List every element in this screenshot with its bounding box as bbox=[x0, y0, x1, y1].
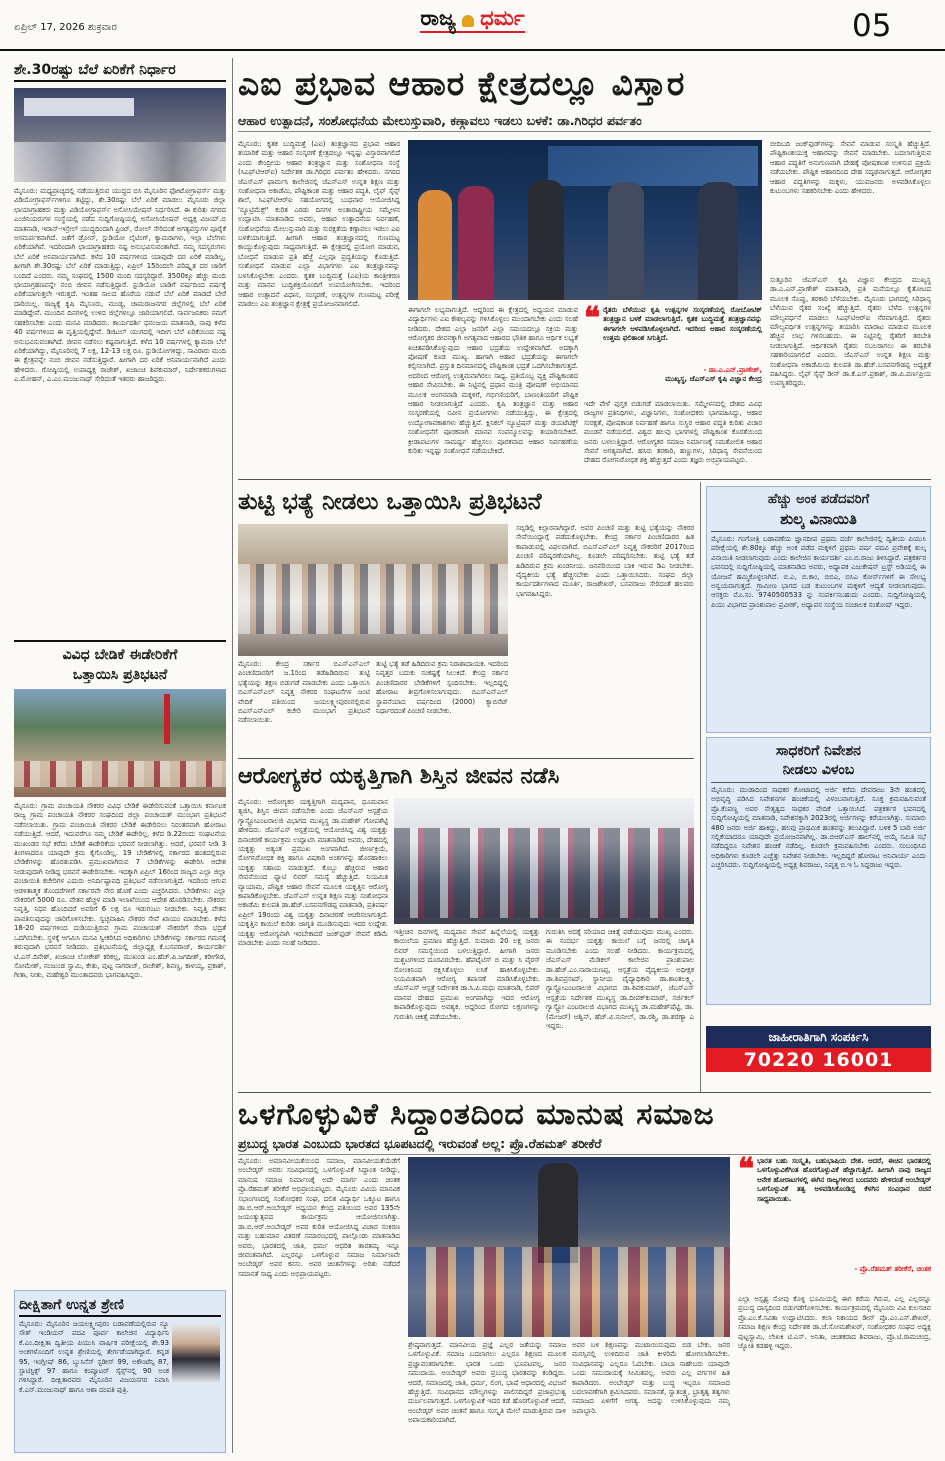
lead-quote-box bbox=[584, 301, 762, 396]
masthead-date: ಏಪ್ರಿಲ್ 17, 2026 ಶುಕ್ರವಾರ bbox=[14, 22, 117, 33]
society-col-mid: ಶ್ರೇಷ್ಠವಾಗುತ್ತದೆ. ಮಾನವೀಯ ಪ್ರಜ್ಞೆ ಎಲ್ಲರ ಜತೆಯನ್ನು ಸಮಾಜ ಒಳಗೊಳ್ಳುವಿಕೆ. ಸಮಾಜ ಬದಲಾಗಲು ಎಲ್ಲರೂ ಶಿಕ್ಷಣದ ಮೂಲಕ ಪ್ರಜ್ಞಾವಂತರಾಗಬೇಕು. ಭಾರತ ಒಂದು ಭೂಪಟವಲ್ಲ, ಜನರ ಸಮುದಾಯ. ಅಂಬೇಡ್ಕರ್ ಅವರು ಪ್ರಬುದ್ಧ ಭಾರತವನ್ನು ಕಂಡಿದ್ದರು. ಆದರೆ, ಸಮಾಜದಲ್ಲಿ ಜಾತಿ, ಧರ್ಮ, ಲಿಂಗ, ಭಾಷೆ ಆಧಾರದಲ್ಲಿ ವಿಭಜನೆ ಹೆಚ್ಚುತ್ತಿದೆ. ಸಂವಿಧಾನದ ಮೌಲ್ಯಗಳನ್ನು ಪಾಲಿಸದಿದ್ದರೆ ಪ್ರಜಾಪ್ರಭುತ್ವ ದುರ್ಬಲವಾಗುತ್ತದೆ. ಒಳಗೊಳ್ಳುವಿಕೆ ಇದರ ಕಡೆ ಹೊರಗೊಳ್ಳುವಿಕೆ ಆದರೆ, ಅಂಬೇಡ್ಕರ್ ಅವರ ಚಿಂತನೆ ಹಾಗೂ ಸಂಸ್ಕೃತಿ ಮೇಲೆ ಮಾಡುತ್ತಿರುವ ದಾಳಿ ಅಪಾಯಕಾರಿಯಾಗಿದೆ. bbox=[408, 1341, 566, 1425]
left-story-2 bbox=[14, 640, 226, 1283]
lead-subheadline: ಆಹಾರ ಉತ್ಪಾದನೆ, ಸಂಶೋಧನೆಯ ಮೇಲುಸ್ತುವಾರಿ, ಕಣ್ಗಾವಲು ಇಡಲು ಬಳಕೆ: ಡಾ.ಗಿರಿಧರ ಪರ್ವತಂ bbox=[238, 112, 931, 132]
health-col-mid: ಇತ್ತೀಚಿನ ದಿನಗಳಲ್ಲಿ ಮದ್ಯಪಾನ ಸೇವನೆ ಹಿನ್ನೆಲೆಯಲ್ಲಿ ಯಕೃತ್ತು ಕಾಯಿಲೆಯ ಪ್ರಮಾಣ ಹೆಚ್ಚುತ್ತಿದೆ. ಸುಮಾರು 20 ಲಕ್ಷ ಜನರು ಲಿವರ್ ಸಮಸ್ಯೆಯಿಂದ ಬಳಲುತ್ತಿದ್ದಾರೆ. ಹೀಗಾಗಿ ಜನರು ದುಶ್ಚಟಗಳಿಂದ ದೂರವಿರಬೇಕು. ಹೆಪಟೈಟಿಸ್ ಬಿ ಮತ್ತು ಸಿ ವೈರಸ್ ಸೋಂಕಿನಿಂದ ರಕ್ಷಿಸಿಕೊಳ್ಳಲು ಲಸಿಕೆ ಹಾಕಿಸಿಕೊಳ್ಳಬೇಕು. ನಿಯಮಿತವಾಗಿ ಆರೋಗ್ಯ ತಪಾಸಣೆ ಮಾಡಿಸಿಕೊಳ್ಳಬೇಕು. ಜೆಎಸ್‌ಎಸ್ ಆಸ್ಪತ್ರೆ ನಿರ್ದೇಶಕ ಡಾ.ಸಿ.ಪಿ.ಮಧು ಮಾತನಾಡಿ, ಲಿವರ್ ಮಾನವ ದೇಹದ ಪ್ರಮುಖ ಅಂಗವಾಗಿದ್ದು ಇದರ ಆರೋಗ್ಯ ಕಾಪಾಡಿಕೊಳ್ಳುವುದು ಅವಶ್ಯಕ. ಆದ್ದರಿಂದ ರೋಗದ ಲಕ್ಷಣಗಳನ್ನು ಗುರುತಿಸಿ ಚಿಕಿತ್ಸೆ ಪಡೆಯಬೇಕು. bbox=[394, 928, 540, 1021]
health-photo bbox=[394, 798, 694, 924]
society-quote-box bbox=[738, 1152, 931, 1291]
society-col-mid2: ಅವರ ಬಳಿ ಶಿಕ್ಷಣವನ್ನು ಮುಟಾಯಿಸುವುದು ಬಿಡ ಬೇಕು. ಜನರ ಮನಸ್ಸಿನಲ್ಲಿ ಉಳಿದಿರುವ ಜಾತಿ ಕೀಳರಿಮೆ ಹೋಗಲಾಡಿಸಬೇಕು. ಸಂವಿಧಾನವನ್ನು ಎಲ್ಲರೂ ಓದಬೇಕು. ಬಾಬಾ ಸಾಹೇಬರು ಯಾವುದೇ ಒಂದು ಸಮುದಾಯಕ್ಕೆ ಸೀಮಿತವಲ್ಲ. ಅವರು ಎಲ್ಲ ವರ್ಗಗಳ ಹಿತ ಕಾಪಾಡಿದರು. ಅಂಬೇಡ್ಕರ್ ಮತ್ತು ಬುದ್ಧ ಇಬ್ಬರೂ ಸಮಾಜದ ಬದಲಾವಣೆಗಾಗಿ ಶ್ರಮಿಸಿದವರು. ಸಮಾನತೆ, ಸ್ವಾತಂತ್ರ್ಯ, ಭ್ರಾತೃತ್ವ ತತ್ವಗಳು ಸಮಾಜದ ಏಳಿಗೆಗೆ ಅಗತ್ಯ. ಅದನ್ನು ಉಳಿಸಿಕೊಳ್ಳುವುದು ನಮ್ಮ ಜವಾಬ್ದಾರಿ. bbox=[572, 1341, 730, 1415]
fee-headline-line2: ಶುಲ್ಕ ವಿನಾಯಿತಿ bbox=[780, 510, 857, 528]
lead-col3-top: ಬೀದಿಬದಿ ಜಂಕ್‌ಫುಡ್‌ಗಳನ್ನು ಸೇವನೆ ಮಾಡುವ ಸಂಸ್ಕೃತಿ ಹೆಚ್ಚುತ್ತಿದೆ. ಪೌಷ್ಟಿಕಾಂಶಯುಕ್ತ ಆಹಾರವನ್ನು ಸೇವನೆ ಮಾಡಬೇಕು. ಬದಲಾಗುತ್ತಿರುವ ಆಹಾರ ಪದ್ಧತಿಗೆ ಅನುಗುಣವಾಗಿ ದೇಹಕ್ಕೆ ಪೋಷಕಾಂಶ ಉಳಿಸುವ ಪ್ರಕ್ರಿಯೆ ನಡೆಯಬೇಕು. ಪೌಷ್ಟಿಕ ಆಹಾರದಿಂದ ದೇಹ ಸದೃಢವಾಗುತ್ತದೆ. ಆರೋಗ್ಯಕರ ಆಹಾರ ಪದ್ಧತಿಗಳನ್ನು ಮಕ್ಕಳು, ಯುವಜನರು ಅಳವಡಿಸಿಕೊಳ್ಳಲು ಕುಟುಂಬಗಳು ಸಹಕರಿಸಬೇಕು ಎಂದು ಹೇಳಿದರು. bbox=[770, 140, 931, 196]
protest-story bbox=[238, 482, 694, 756]
protest-photo bbox=[238, 524, 508, 656]
lead-photo bbox=[408, 140, 762, 300]
left-story-3-portrait bbox=[172, 1323, 220, 1383]
left-story-2-headline-line1: ವಿವಿಧ ಬೇಡಿಕೆ ಈಡೇರಿಕೆಗೆ bbox=[62, 647, 178, 663]
logo-left: ರಾಜ್ಯ bbox=[420, 6, 456, 30]
lead-quote-author: - ಡಾ.ಎ.ಎನ್.ಪ್ರಾಣೇಶ್, bbox=[703, 366, 762, 374]
lead-col-mid-under: ಇದೇ ವೇಳೆ ಪುಸ್ತಕ ಬಿಡುಗಡೆ ಮಾಡಲಾಯಿತು. ಸಮ್ಮೇಳನದಲ್ಲಿ ದೇಶದ ವಿವಿಧ ರಾಜ್ಯಗಳ ಪ್ರತಿನಿಧಿಗಳು, ವಿಜ್ಞಾನಿಗಳು, ಸಂಶೋಧಕರು ಭಾಗವಹಿಸಿದ್ದು, ಆಹಾರ ಸುರಕ್ಷತೆ, ಪೋಷಕಾಂಶ ನಿರ್ವಹಣೆ ಹಾಗೂ ಸುಸ್ಥಿರ ಆಹಾರ ಪದ್ಧತಿ ಕುರಿತು ವಿಚಾರ ಮಂಡನೆ ನಡೆಯಲಿದೆ. ವಿಶ್ವದ ಹಲವು ಭಾಗಗಳಲ್ಲಿ ಪೌಷ್ಟಿಕಾಂಶ ಕೊರತೆಯಿಂದ ಜನರು ಬಳಲುತ್ತಿದ್ದಾರೆ. ಆರೋಗ್ಯಕರ ಸಮಾಜ ನಿರ್ಮಾಣಕ್ಕೆ ಸಮತೋಲಿತ ಆಹಾರ ಸೇವನೆ ಅಗತ್ಯವಾಗಿದೆ. ಹಸಿರು ತರಕಾರಿ, ಹಣ್ಣುಗಳು, ಸಿರಿಧಾನ್ಯ ಸೇವನೆಯಿಂದ ದೇಹದ ರೋಗನಿರೋಧಕ ಶಕ್ತಿ ಹೆಚ್ಚುತ್ತದೆ ಎಂದು ತಜ್ಞರು ಅಭಿಪ್ರಾಯಪಟ್ಟರು. bbox=[584, 400, 762, 465]
society-col-left: ಮೈಸೂರು: ಅಮಾನವೀಯತೆಯಿಂದ ಸಮಾಜ, ಮಾನವೀಯತೆಯೆಡೆಗೆ ಅಂಬೇಡ್ಕರ್ ಅವರು ಸಂವಿಧಾನದಲ್ಲಿ ಒಳಗೊಳ್ಳುವಿಕೆ ಸಿದ್ಧಾಂತ ನೀಡಿದ್ದು, ಮಾನುಷ ಸಮಾಜ ನಿರ್ಮಾಣಕ್ಕೆ ಅದೇ ಮಾರ್ಗ ಎಂದು ಚಿಂತಕ ಪ್ರೊ.ರೆಹಮತ್ ತರೀಕೆರೆ ಅಭಿಪ್ರಾಯಪಟ್ಟರು. ಮೈಸೂರು ವಿವಿಯ ಮಾನವಿಕ ಸಭಾಂಗಣದಲ್ಲಿ ಸಂಶೋಧಕರ ಸಂಘ, ದಲಿತ ವಿದ್ಯಾರ್ಥಿ ಒಕ್ಕೂಟ ಹಾಗೂ ಡಾ.ಬಿ.ಆರ್.ಅಂಬೇಡ್ಕರ್ ಅಧ್ಯಯನ ಕೇಂದ್ರ ವತಿಯಿಂದ ಅವರ 135ನೇ ಜಯಂತ್ಯುತ್ಸವದ ಕಾರ್ಯಕ್ರಮ ಆಯೋಜಿಸಲಾಗಿತ್ತು. ಡಾ.ಬಿ.ಆರ್.ಅಂಬೇಡ್ಕರ್ ಅವರ ಕುರಿತ ಆಯೋಜಿಸಿದ್ದ ವಿಚಾರ ಸಂಕಿರಣ ಮತ್ತು ಬಹುಮಾನ ವಿತರಣೆ ಸಮಾರಂಭದಲ್ಲಿ ಪಾಲ್ಗೊಂಡು ಮಾತನಾಡಿದ ಅವರು, ಭಾರತದಲ್ಲಿ ಜಾತಿ, ಧರ್ಮ ಆಧರಿತ ತಾರತಮ್ಯ ಇನ್ನೂ ಜೀವಂತವಾಗಿದೆ. ಎಲ್ಲರನ್ನೂ ಒಳಗೊಳ್ಳುವ ಸಮಾಜ ನಿರ್ಮಾಣವೇ ಅಂಬೇಡ್ಕರ್ ಅವರ ಕನಸು. ಅವರ ಚಿಂತನೆಗಳನ್ನು ಅರಿತು ನಡೆದರೆ ಸಮಾನತೆ ಸಾಧ್ಯ ಎಂದು ಅಭಿಪ್ರಾಯಪಟ್ಟರು. bbox=[238, 1157, 400, 1278]
page-number: 05 bbox=[852, 8, 892, 44]
quote-icon: ❝ bbox=[584, 301, 601, 336]
site-body: ಮೈಸೂರು: ಮುಡಾದಿಂದ ಸಾಧಕರ ಕೋಟಾದಲ್ಲಿ ಅರ್ಜಿ ಕರೆದು ದೇವರಾಜು 3ನೇ ಹಂತದಲ್ಲಿ ಅಭಿವೃದ್ಧಿ ಪಡಿಸಿದ ನಿವೇಶನಗಳ ಹಂಚಿಕೆಯಲ್ಲಿ ವಿಳಂಬವಾಗುತ್ತಿದೆ. ಸೂಕ್ತ ಕ್ರಮವಹಿಸುವಂತೆ ಪ್ರೊ.ಕೆಂಪಣ್ಣ ಅವರ ನೇತೃತ್ವದ ಸಾಧಕರ ವೇದಿಕೆ ಒತ್ತಾಯಿಸಿದೆ. ಪತ್ರಕರ್ತರ ಭವನದಲ್ಲಿ ಸುದ್ದಿಗೋಷ್ಠಿಯಲ್ಲಿ ಮಾತನಾಡಿ, ನಿವೇಶನಕ್ಕಾಗಿ 2023ರಲ್ಲಿ ಅರ್ಜಿಗಳನ್ನು ಕರೆಯಲಾಗಿತ್ತು. ಸುಮಾರು 480 ಜನರು ಅರ್ಜಿ ಹಾಕಿದ್ದು, ಹಲವು ಪ್ರಾಥಮಿಕ ಹಂತವನ್ನು ತಲುಪಿದ್ದಾರೆ. ಬಳಿಕ 5 ಬಾರಿ ಅರ್ಜಿ ಸಲ್ಲಿಕೆಯಾದರೂ ಯಾವುದೇ ಪ್ರಯೋಜನವಾಗಿಲ್ಲ. ಡಾ.ಬಿಆರ್‌ಎಸ್ ಹಾಲ್‌ನಲ್ಲಿ ಆಯ್ಕೆ ಸಮಿತಿ ಸಭೆ ನಡೆದಿದ್ದರೂ ನಿವೇಶನ ಹಂಚಿಕೆ ನಡೆದಿಲ್ಲ. ಕೂಡಲೇ ಕ್ರಮವಹಿಸಬೇಕು ಎಂದರು. ಸಂಬಂಧಿಸಿದ ಅಧಿಕಾರಿಗಳು ಕೂಡಲೇ ಎಚ್ಚೆತ್ತು ನಿವೇಶನ ನೀಡಬೇಕು. ಇಲ್ಲದಿದ್ದರೆ ಹೋರಾಟ ಅನಿವಾರ್ಯ ಎಂದು ಎಚ್ಚರಿಸಿದರು. ಸುದ್ದಿಗೋಷ್ಠಿಯಲ್ಲಿ ಅಧ್ಯಕ್ಷ ಶಿವರಾಜು, ನಿವೃತ್ತ ಬಿ.ಇ ಓ ಸಿದ್ದರಾಜು ಇದ್ದರು. bbox=[711, 786, 926, 870]
site-allotment-box bbox=[706, 737, 931, 1005]
left-story-3 bbox=[14, 1290, 226, 1453]
ad-phone: 70220 16001 bbox=[706, 1048, 931, 1072]
protest-col-under1: ಮೈಸೂರು: ಕೇಂದ್ರ ಸರ್ಕಾರ ಬಿಎಸ್‌ಎನ್‌ಎಲ್ ಪಿಂಚಣಿದಾರರಿಗೆ ಜ.1ರಿಂದ ತಡೆಹಿಡಿದಿರುವ ತುಟ್ಟಿ ಭತ್ಯೆಯನ್ನು ತಕ್ಷಣ ಬಿಡುಗಡೆ ಮಾಡಬೇಕು ಎಂದು ಒತ್ತಾಯಿಸಿ ಬಿಎಸ್‌ಎನ್‌ಎಲ್ ನಿವೃತ್ತ ನೌಕರರ ಸಂಘಟನೆಗಳ ಜಂಟಿ ವೇದಿಕೆ ವತಿಯಿಂದ ಜಯಲಕ್ಷ್ಮೀಪುರಂನಲ್ಲಿರುವ ಬಿಎಸ್‌ಎನ್‌ಎಲ್ ಕಚೇರಿ ಮುಂಭಾಗ ಪ್ರತಿಭಟನೆ ನಡೆಸಲಾಯಿತು. bbox=[238, 660, 370, 725]
society-headline: ಒಳಗೊಳ್ಳುವಿಕೆ ಸಿದ್ಧಾಂತದಿಂದ ಮಾನುಷ ಸಮಾಜ bbox=[238, 1097, 715, 1132]
left-story-1-body: ಮೈಸೂರು: ಮಧ್ಯಪ್ರಾಚ್ಯದಲ್ಲಿ ನಡೆಯುತ್ತಿರುವ ಯುದ್ಧದ ಬಿಸಿ ಮೈಸೂರಿನ ಫೋಟೋಗ್ರಾಫರ್ಸ್ ಮತ್ತು ವಿಡಿಯೋಗ್ರಾಫರ್ಸ್‌ಗಳಿಗೂ ತಟ್ಟಿದ್ದು, ಶೇ.30ರಷ್ಟು ಬೆಲೆ ಏರಿಕೆ ಮಾಡಲು ಮೈಸೂರು ಜಿಲ್ಲಾ ಛಾಯಾಗ್ರಾಹಕರು ಮತ್ತು ವಿಡಿಯೋಗ್ರಾಫರ್ಸ್ ಅಸೋಸಿಯೇಷನ್ ನಿರ್ಧರಿಸಿದೆ. ಈ ಕುರಿತು ನಗರದ ಎಂಜಿನಿಯರುಗಳ ಸಂಸ್ಥೆಯಲ್ಲಿ ನಡೆದ ಸುದ್ದಿಗೋಷ್ಠಿಯಲ್ಲಿ ಅಸೋಸಿಯೇಷನ್ ಅಧ್ಯಕ್ಷ ವಿಜಯ್.ಬಿ ಮಾತನಾಡಿ, ಇರಾನ್-ಇಸ್ರೇಲ್ ಯುದ್ಧದಿಂದಾಗಿ ಫ್ರಿಂಟ್, ರೋಲ್ ಸೇರಿದಂತೆ ಅಗತ್ಯವಸ್ತುಗಳ ಪೂರೈಕೆ ಅಸಮರ್ಪಕವಾಗಿದೆ. ಜತೆಗೆ ಡ್ರೋನ್, ಸ್ಟುಡಿಯೋ ಲೈಟಿಂಗ್, ಕ್ಯಾಮರಾಗಳು, ಇಲ್ಲಾ ಬೆಲೆಗಳು ಏರಿಕೆಯಾಗಿವೆ. ಇದರಿಂದಾಗಿ ಛಾಯಾಗ್ರಾಹಕರು ನಷ್ಟ ಅನುಭವಿಸುವಂತಾಗಿದೆ. ನಮ್ಮ ಸದಸ್ಯರುಗಳು ಬೆಲೆ ಏರಿಕೆ ಅನಿವಾರ್ಯವಾಗಿದೆ. ಕಳೆದ 10 ವರ್ಷಗಳಿಂದ ಯಾವುದೇ ದರ ಏರಿಕೆ ಮಾಡಿಲ್ಲ, ಹೀಗಾಗಿ ಶೇ.30ರಷ್ಟು ಬೆಲೆ ಏರಿಕೆ ಮಾಡುತ್ತಿದ್ದು, ಏಪ್ರಿಲ್ 15ರಿಂದಲೇ ಪರಿಷ್ಕೃತ ದರ ಜಾರಿಗೆ ಬಂದಿದೆ ಎಂದರು. ನಮ್ಮ ಸಂಘದಲ್ಲಿ 1500 ಮಂದಿ ಸದಸ್ಯರಿದ್ದಾರೆ. 3500ಕ್ಕೂ ಹೆಚ್ಚು ಮಂದಿ ಛಾಯಾಗ್ರಹಣವನ್ನೇ ನಂಬಿ ಜೀವನ ನಡೆಸುತ್ತಿದ್ದಾರೆ. ಸ್ಟುಡಿಯೋ ಬಾಡಿಗೆ ವರ್ಷದಿಂದ ವರ್ಷಕ್ಕೆ ಏರಿಕೆಯಾಗುತ್ತಲೇ ಇರುತ್ತದೆ. ಇಂತಹ ಸಾಲದ ಹೊರೆಯ ನಡುವೆ ಬೆಲೆ ಏರಿಕೆ ಮಾಡದೆ ಬೇರೆ ದಾರಿಯಿಲ್ಲ. ರಾಜ್ಯಕ್ಕೆ ಕೃಷಿ ಮೈಸೂರು, ಮಂಡ್ಯ, ಚಾಮರಾಜನಗರ ಜಿಲ್ಲೆಗಳಲ್ಲಿ ಬೆಲೆ ಏರಿಕೆ ಮಾಡಿದ್ದೇವೆ. ಮುಂದಿನ ದಿನಗಳಲ್ಲಿ ಉಳಿದ ಜಿಲ್ಲೆಗಳಲ್ಲೂ ಜಾರಿಯಾಗಲಿದೆ. ಸಾರ್ವಜನಿಕರು ನಮಗೆ ಸಹಕರಿಸಬೇಕು ಎಂದು ಮನವಿ ಮಾಡಿದರು. ಕಾರ್ಯದರ್ಶಿ ಧನಂಜಯ ಮಾತನಾಡಿ, ನಾವು ಕಳೆದ 40 ವರ್ಷಗಳಿಂದ ಈ ವೃತ್ತಿಯಲ್ಲಿದ್ದೇವೆ. ಡಿಜಿಟಲ್ ಯುಗದಲ್ಲಿ ಇದೀಗ ಬೆಲೆ ಏರಿಕೆಯಿಂದ ನಷ್ಟ ಅನುಭವಿಸುವಂತಾಗಿದೆ. ಜೀವನ ನಡೆಸಲು ಕಷ್ಟವಾಗುತ್ತಿದೆ. ಕಳೆದ 10 ವರ್ಷಗಳಲ್ಲಿ ಕ್ಯಾಮರಾ ಬೆಲೆ ಏರಿಕೆಯಾಗಿದ್ದು, ಮೈಸೂರಿನಲ್ಲಿ 7 ಲಕ್ಷ, 12-13 ಲಕ್ಷ ರೂ. ಸ್ಟುಡಿಯೋಗಳಿದ್ದು, ಸಾವಿರಾರು ಮಂದಿ ಈ ಕ್ಷೇತ್ರವನ್ನೇ ನಂಬಿ ಜೀವನ ನಡೆಸುತ್ತಿದ್ದಾರೆ. ಹೀಗಾಗಿ ದರ ಏರಿಕೆ ಅನಿವಾರ್ಯವಾಗಿದೆ ಎಂದು ಹೇಳಿದರು. ಗೋಷ್ಠಿಯಲ್ಲಿ ಉಪಾಧ್ಯಕ್ಷ ರಾಜೇಶ್, ಖಜಾಂಚಿ ಶಿವಕುಮಾರ್, ನಿರ್ದೇಶಕರುಗಳಾದ ಎ.ಮೋಹನ್, ಎ.ಎಂ.ಮಂಜುನಾಥ್ ಸೇರಿದಂತೆ ಇತರರು ಹಾಜರಿದ್ದರು. bbox=[14, 187, 226, 384]
left-story-1-photo bbox=[14, 88, 226, 182]
lead-headline: ಎಐ ಪ್ರಭಾವ ಆಹಾರ ಕ್ಷೇತ್ರದಲ್ಲೂ ವಿಸ್ತಾರ bbox=[238, 64, 686, 103]
ad-label: ಜಾಹೀರಾತಿಗಾಗಿ ಸಂಪರ್ಕಿಸಿ bbox=[706, 1026, 931, 1048]
lead-col2: ಈಗಾಗಲೇ ಲಭ್ಯವಾಗುತ್ತಿದೆ. ಆದ್ದರಿಂದ ಈ ಕ್ಷೇತ್ರದಲ್ಲಿ ಅಧ್ಯಯನ ಮಾಡುವ ವಿದ್ಯಾರ್ಥಿಗಳು ಎಐ ಕೌಶಲ್ಯವನ್ನು ಗಳಿಸಿಕೊಳ್ಳಲು ಮುಂದಾಗಬೇಕು ಎಂದು ಸಲಹೆ ನೀಡಿದರು. ದೇಶದ ಎಲ್ಲಾ ಜನರಿಗೆ ಎಲ್ಲಾ ಸಮಯದಲ್ಲೂ ಸಕ್ರಿಯ ಮತ್ತು ಆರೋಗ್ಯಕರ ಜೀವನಕ್ಕಾಗಿ ಅಗತ್ಯವಾದ ಆಹಾರದ ಭೌತಿಕ ಹಾಗೂ ಆರ್ಥಿಕ ಲಭ್ಯತೆ ಖಚಿತಪಡಿಸಿಕೊಳ್ಳುವುದು ಆಹಾರ ಭದ್ರತೆಯ ಉದ್ದೇಶವಾಗಿದೆ. ಅದಕ್ಕಾಗಿ ಪೋಷಣೆ ಕೂಡ ಮುಖ್ಯ. ಹಾಗಾಗಿ ಆಹಾರ ಭದ್ರತೆಯನ್ನು ಈಗಾಗಲೇ ಕಲ್ಪಿಸಲಾಗಿದೆ. ಪ್ರಸ್ತುತ ದಿನಮಾನದಲ್ಲಿ ಪೌಷ್ಟಿಕಾಂಶ ಭದ್ರತೆ ಒದಗಿಸಬೇಕಾಗುತ್ತದೆ. ಅದರಿಂದ ಆರೋಗ್ಯ ಉತ್ತಮವಾಗಿರಲು ಸಾಧ್ಯ. ಪ್ರತಿಯೊಬ್ಬ ವ್ಯಕ್ತಿ ಪೌಷ್ಟಿಕಾಂಶದ ಆಹಾರ ಸೇವಿಸಬೇಕು. ಈ ನಿಟ್ಟಿನಲ್ಲಿ ಪ್ರಧಾನ ಮಂತ್ರಿ ಪೋಷಣ್ ಅಭಿಯಾನದ ಮೂಲಕ ಅಂಗನವಾಡಿ ಮಕ್ಕಳಿಗೆ, ಗರ್ಭಿಣಿಯರಿಗೆ, ಬಾಣಂತಿಯರಿಗೆ ಪೌಷ್ಟಿಕ ಆಹಾರ ನೀಡಲಾಗುತ್ತಿದೆ ಎಂದರು. ಕೃಷಿ ತಂತ್ರಜ್ಞಾನ ಮತ್ತು ಆಹಾರ ಸಂಸ್ಕರಣೆಯಲ್ಲಿ ನವೀನ ಪ್ರಯೋಗಗಳು ನಡೆಯುತ್ತಿದ್ದು, ಈ ಕ್ಷೇತ್ರದಲ್ಲಿ ಉದ್ಯೋಗಾವಕಾಶಗಳು ಹೆಚ್ಚುತ್ತಿವೆ. ಕ್ಲಿನಿಕಲ್ ನ್ಯೂಟ್ರಿಷನ್ ಮತ್ತು ಡಯಟೆಟಿಕ್ಸ್ ಸಂಶೋಧನೆಗೆ ಪೂರಕವಾಗಿ ಮಾನವ ಸಂಪನ್ಮೂಲವನ್ನು ತಯಾರಿಸಬೇಕಿದೆ. ಕ್ರೀಡಾಪಟುಗಳ ಸಾಮರ್ಥ್ಯ ಹೆಚ್ಚಿಸಲು ಪೂರಕವಾದ ಆಹಾರ ನಿರ್ವಹಣೆಯ ಕುರಿತು ಇನ್ನಷ್ಟು ಸಂಶೋಧನೆ ನಡೆಯಬೇಕಿದೆ. bbox=[408, 306, 578, 456]
lead-col3-bottom: ಸುತ್ತೂರಿನ ಜೆಎಸ್‌ಎಸ್ ಕೃಷಿ ವಿಜ್ಞಾನ ಕೇಂದ್ರದ ಮುಖ್ಯಸ್ಥ ಡಾ.ಎ.ಎನ್.ಪ್ರಾಣೇಶ್ ಮಾತನಾಡಿ, ಪ್ರತಿ ಮನೆಯಲ್ಲೂ ಕೈತೋಟದ ಮೂಲಕ ಸೊಪ್ಪು, ತರಕಾರಿ ಬೆಳೆಯಬೇಕು. ಮೈಸೂರು ಭಾಗದಲ್ಲಿ ಸಿರಿಧಾನ್ಯ ಬೆಳೆಯುವ ರೈತರ ಸಂಖ್ಯೆ ಹೆಚ್ಚುತ್ತಿದೆ. ರೈತರು ಬೆಳೆದ ಉತ್ಪನ್ನಗಳ ಮೌಲ್ಯವರ್ಧನೆ ಮಾಡಲು ಸಿಎಫ್‌ಟಿಆರ್‌ಐ ನೆರವಾಗುತ್ತಿದೆ. ರೈತರು ಮೌಲ್ಯವರ್ಧಿತ ಉತ್ಪನ್ನಗಳನ್ನು ತಯಾರಿಸಿ ಮಾರಾಟ ಮಾಡುವ ಮೂಲಕ ಹೆಚ್ಚಿನ ಲಾಭ ಗಳಿಸಬಹುದು. ಈ ನಿಟ್ಟಿನಲ್ಲಿ ರೈತರಿಗೆ ತರಬೇತಿ ನೀಡಲಾಗುತ್ತಿದೆ. ಆರ್ಥಿಕವಾಗಿ ರೈತರು ಸಬಲರಾಗಲು ಈ ತರಬೇತಿ ಸಹಕಾರಿಯಾಗಲಿದೆ ಎಂದರು. ಜೆಎಸ್‌ಎಸ್ ಉನ್ನತ ಶಿಕ್ಷಣ ಮತ್ತು ಸಂಶೋಧನಾ ಅಕಾಡೆಮಿಯ ಕುಲಪತಿ ಡಾ.ಹೆಚ್.ಬಸವನಗೌಡಪ್ಪ ಅಧ್ಯಕ್ಷತೆ ವಹಿಸಿದ್ದರು. ಲೈಫ್ ಸೈನ್ಸ್ ಡೀನ್ ಡಾ.ಕೆ.ಎಸ್.ಪ್ರಕಾಶ್, ಡಾ.ಪಿ.ವರ್ಣಪ್ರಿಯ ಉಪಸ್ಥಿತರಿದ್ದರು. bbox=[770, 276, 931, 388]
protest-headline: ತುಟ್ಟಿ ಭತ್ಯೆ ನೀಡಲು ಒತ್ತಾಯಿಸಿ ಪ್ರತಿಭಟನೆ bbox=[238, 489, 542, 515]
protest-col-right: ಸಬ್ಸಿಡಿಲ್ಲಿ ಕಿಲ್ಲಾರನಾಗಿದ್ದಾರೆ. ಅವರ ಪಿಂಚಣಿ ಮತ್ತು ತುಟ್ಟಿ ಭತ್ಯೆಯನ್ನು ನೌಕರರ ಸೇವೆಯಿಂದ್ದಾಗ್ಗೆ ಪಡೆದುಕೊಳ್ಳಬೇಕು. ಕೇಂದ್ರ ಸರ್ಕಾರ ಪಿಂಚಣಿದಾರರ ಹಿತ ಕಾಪಾಡುವಲ್ಲಿ ವಿಫಲವಾಗಿದೆ. ಬಿಎಸ್‌ಎನ್‌ಎಲ್ ನಿವೃತ್ತ ನೌಕರರಿಗೆ 2017ರಿಂದ ಪಿಂಚಣಿ ಪರಿಷ್ಕರಣೆಯಾಗಿಲ್ಲ. ಕೂಡಲೇ ಪರಿಷ್ಕರಿಸಬೇಕು. ತುಟ್ಟಿ ಭತ್ಯೆ ತಡೆ ಹಿಡಿದಿರುವ ಕ್ರಮ ಖಂಡನೀಯ. ಜನವರಿಯಿಂದ ಬಾಕಿ ಇರುವ ಡಿಎ ನೀಡಬೇಕು. ವೈದ್ಯಕೀಯ ಭತ್ಯೆ ಹೆಚ್ಚಿಸಬೇಕು ಎಂದು ಒತ್ತಾಯಿಸಿದರು. ಸಂಘದ ಜಿಲ್ಲಾ ಕಾರ್ಯದರ್ಶಿಗಳಾದ ಮೂರ್ತಿ, ರಾಜಶೇಖರ್, ಬಸವರಾಜು ಸೇರಿದಂತೆ ಹಲವರು ಭಾಗವಹಿಸಿದ್ದರು. bbox=[516, 524, 694, 598]
fee-waiver-box bbox=[706, 486, 931, 733]
health-headline: ಆರೋಗ್ಯಕರ ಯಕೃತ್ತಿಗಾಗಿ ಶಿಸ್ತಿನ ಜೀವನ ನಡೆಸಿ bbox=[238, 764, 560, 789]
masthead-logo bbox=[385, 6, 560, 42]
lead-quote: ರೈತರು ಬೆಳೆಯುವ ಕೃಷಿ ಉತ್ಪನ್ನಗಳ ಸಂಸ್ಕರಣೆಯಲ್ಲಿ ರೋಬೋಟಿಕ್ ತಂತ್ರಜ್ಞಾನ ಬಳಕೆ ಮಾಡಲಾಗುತ್ತಿದೆ. ಕೃತಕ ಬುದ್ಧಿಮತ್ತೆ ತಂತ್ರಜ್ಞಾನವನ್ನು ಈಗಾಗಲೇ ಅಳವಡಿಸಿಕೊಳ್ಳಲಾಗಿದೆ. ಇದರಿಂದ ಆಹಾರ ಸಂಸ್ಕರಣೆಯಲ್ಲಿ ಉತ್ತಮ ಫಲಿತಾಂಶ ಸಿಗುತ್ತಿದೆ. bbox=[603, 306, 762, 343]
society-story bbox=[238, 1095, 931, 1453]
society-subheadline: ಪ್ರಬುದ್ಧ ಭಾರತ ಎಂಬುದು ಭಾರತದ ಭೂಪಟದಲ್ಲಿ ಇರುವಂತೆ ಅಲ್ಲ: ಪ್ರೊ.ರೆಹಮತ್ ತರೀಕೆರೆ bbox=[238, 1135, 931, 1155]
health-col-left: ಮೈಸೂರು: ಆರೋಗ್ಯಕರ ಯಕೃತ್ತಿಗಾಗಿ ಮದ್ಯಪಾನ, ಧೂಮಪಾನ ತ್ಯಜಿಸಿ, ಶಿಸ್ತಿನ ಜೀವನ ನಡೆಸಬೇಕು ಎಂದು ಜೆಎಸ್‌ಎಸ್ ಆಸ್ಪತ್ರೆಯ ಗ್ಯಾಸ್ಟ್ರೋಎಂಟರಾಲಜಿ ವಿಭಾಗದ ಮುಖ್ಯಸ್ಥ ಡಾ.ಮಹೇಶ್ ಗೋಪಶೆಟ್ಟಿ ಹೇಳಿದರು. ಜೆಎಸ್‌ಎಸ್ ಆಸ್ಪತ್ರೆಯಲ್ಲಿ ಆಯೋಜಿಸಿದ್ದ ವಿಶ್ವ ಯಕೃತ್ತು ದಿನಾಚರಣೆ ಕಾರ್ಯಕ್ರಮ ಉದ್ಘಾಟಿಸಿ ಮಾತನಾಡಿದ ಅವರು, ದೇಹದಲ್ಲಿ ಯಕೃತ್ತು ಅತ್ಯಂತ ಪ್ರಮುಖ ಅಂಗವಾಗಿದೆ. ಜೀರ್ಣಕ್ರಿಯೆ, ರೋಗನಿರೋಧಕ ಶಕ್ತಿ ಹಾಗೂ ವಿಷಕಾರಿ ಅಂಶಗಳನ್ನು ಹೊರಹಾಕಲು ಯಕೃತ್ತು ಸಹಾಯ ಮಾಡುತ್ತದೆ. ಕೊಬ್ಬು ಹೆಚ್ಚಿರುವ ಆಹಾರ ಸೇವನೆಯಿಂದ ಫ್ಯಾಟಿ ಲಿವರ್ ಸಮಸ್ಯೆ ಹೆಚ್ಚುತ್ತಿದೆ. ನಿಯಮಿತ ವ್ಯಾಯಾಮ, ಪೌಷ್ಟಿಕ ಆಹಾರ ಸೇವನೆ ಮೂಲಕ ಯಕೃತ್ತಿನ ಆರೋಗ್ಯ ಕಾಪಾಡಿಕೊಳ್ಳಬೇಕು. ಜೆಎಸ್‌ಎಸ್ ಉನ್ನತ ಶಿಕ್ಷಣ ಮತ್ತು ಸಂಶೋಧನಾ ಅಕಾಡೆಮಿ ಕುಲಪತಿ ಡಾ.ಹೆಚ್.ಬಸವನಗೌಡಪ್ಪ ಮಾತನಾಡಿ, ಪ್ರತಿವರ್ಷ ಏಪ್ರಿಲ್ 19ರಂದು ವಿಶ್ವ ಯಕೃತ್ತು ದಿನಾಚರಣೆ ಆಚರಿಸಲಾಗುತ್ತದೆ. ಯಕೃತ್ತಿನ ಕಾಯಿಲೆ ಕುರಿತು ಜಾಗೃತಿ ಮೂಡಿಸುವುದು ಇದರ ಉದ್ದೇಶ. ಯಕೃತ್ತು ಆರೋಗ್ಯವಾಗಿ ಇರಬೇಕಾದರೆ ಜಂಕ್‌ಫುಡ್ ಸೇವನೆ ಕಡಿಮೆ ಮಾಡಬೇಕು ಎಂದು ಸಲಹೆ ನೀಡಿದರು. bbox=[238, 798, 388, 948]
left-story-3-body: ಮೈಸೂರು: ಮೈಸೂರಿನ ಜಯಲಕ್ಷ್ಮೀಪುರಂ ಬಡಾವಣೆಯಲ್ಲಿರುವ ನ್ಯೂ ಸೌತ್ ಇಂಡಿಯನ್ ಪದವಿ ಪೂರ್ವ ಕಾಲೇಜಿನ ವಿದ್ಯಾರ್ಥಿನಿ ಕೆ.ಎಂ.ದೀಕ್ಷಿತಾ ದ್ವಿತೀಯ ಪಿಯುಸಿ ವಾರ್ಷಿಕ ಪರೀಕ್ಷೆಯಲ್ಲಿ ಶೇ.93 ಅಂಕಗಳೊಂದಿಗೆ ಉನ್ನತ ಶ್ರೇಣಿಯಲ್ಲಿ ತೇರ್ಗಡೆಯಾಗಿದ್ದಾರೆ. ಕನ್ನಡ 95, ಇಂಗ್ಲೀಷ್ 86, ಬ್ಯುಸಿನೆಸ್ ಸ್ಟಡೀಸ್ 99, ಅಕೌಂಟೆನ್ಸಿ 87, ಸ್ಟಾಟಿಸ್ಟಿಕ್ಸ್ 97 ಹಾಗೂ ಕಂಪ್ಯೂಟರ್ ಸೈನ್ಸ್‌ನಲ್ಲಿ 90 ಅಂಕ ಗಳಿಸಿದ್ದಾರೆ. ದೀಕ್ಷಿತಾರವರು ಮೈಸೂರಿನ ವಿಜಯನಗರ ನಿವಾಸಿ ಕೆ.ಎಸ್.ಮಂಜುನಾಥ್ ಹಾಗೂ ಆಶಾ ದಂಪತಿ ಪುತ್ರಿ. bbox=[19, 1320, 169, 1394]
left-story-2-body: ಮೈಸೂರು: ಗ್ರಾಮ ಪಂಚಾಯತಿ ನೌಕರರ ವಿವಿಧ ಬೇಡಿಕೆ ಈಡೇರಿಸುವಂತೆ ಒತ್ತಾಯಿಸಿ ಕರ್ನಾಟಕ ರಾಜ್ಯ ಗ್ರಾಮ ಪಂಚಾಯತಿ ನೌಕರರ ಸಂಘದಿಂದ ಜಿಲ್ಲಾ ಪಂಚಾಯತ್ ಮುಂಭಾಗ ಪ್ರತಿಭಟನೆ ನಡೆಸಲಾಯಿತು. ಗ್ರಾಮ ಪಂಚಾಯಿತಿ ನೌಕರರ ಬೇಡಿಕೆ ಈಡೇರಿಸಲು ನಿರಂತರವಾಗಿ ಹೋರಾಟ ನಡೆಯುತ್ತಿದೆ. ಆದರೆ, ಇದುವರೆಗೂ ನಮ್ಮ ಬೇಡಿಕೆ ಈಡೇರಿಲ್ಲ. ಕಳೆದ ಡಿ.22ರಂದು ಸಂಘಟನೆಯ ಮುಖಂಡರ ಸಭೆ ಕರೆದು ಬೇಡಿಕೆ ಈಡೇರಿಕೆಯ ಭರವಸೆ ನೀಡಲಾಗಿತ್ತು. ಆದರೆ, ಭರವಸೆ ನೀಡಿ 3 ತಿಂಗಳಾದರೂ ಯಾವುದೇ ಕ್ರಮ ಕೈಗೊಂಡಿಲ್ಲ. 19 ಬೇಡಿಕೆಗಳಲ್ಲಿ ಸರ್ಕಾರದ ಹಂತದಲ್ಲಿರುವ ಬೇಡಿಕೆಗಳನ್ನು ಹೊರತುಪಡಿಸಿ ಪ್ರಮುಖವಾಗಿರುವ 7 ಬೇಡಿಕೆಗಳನ್ನು ಈಡೇರಿಸಿ ಆದೇಶ ನೀಡುವುದಾಗಿ ನೀಡಿದ್ದ ಭರವಸೆ ಈಡೇರಿಸಬೇಕು. ಇದಕ್ಕಾಗಿ ಏಪ್ರಿಲ್ 16ರಿಂದ ರಾಜ್ಯದ ಎಲ್ಲಾ ಜಿಲ್ಲಾ ಪಂಚಾಯಿತಿ ಕಚೇರಿಗಳ ಎದುರು ಅನಿರ್ದಿಷ್ಟಾವಧಿ ಪ್ರತಿಭಟನೆ ನಡೆಸಲಾಗುತ್ತಿದೆ. ಇದರಿಂದ ಆಗುವ ಆಡಳಿತಾತ್ಮಕ ತೊಂದರೆಗಳಿಗೆ ಸರ್ಕಾರವೇ ನೇರ ಹೊಣೆ ಎಂದು ಎಚ್ಚರಿಸಿದರು. ಬೇಡಿಕೆಗಳು: ಎಲ್ಲಾ ನೌಕರರಿಗೆ 5000 ರೂ. ವೇತನ ಹೆಚ್ಚಳ ಮಾಡಿ ಇಲಾಖೆಯಿಂದ ಆದೇಶ ಹೊರಡಿಸಬೇಕು. ನೌಕರರು ನಿವೃತ್ತಿ, ನಿಧನ ಹೊಂದಿದರೆ ಅವರಿಗೆ 6 ಲಕ್ಷ ರೂ ಇಡುಗಂಟು ನೀಡಬೇಕು. ನಿವೃತ್ತಿ ವೇತನ ಪಾವತಿಸುವುದನ್ನು ಜಾರಿಗೊಳಿಸಬೇಕು. ಸ್ವಚ್ಛವಾಹಿನಿ ನೌಕರರ ಸೇವೆ ಖಾಯಂ ಮಾಡಬೇಕು. ಕಳೆದ 18-20 ವರ್ಷಗಳಿಂದ ದುಡಿಯುತ್ತಿರುವ ಗ್ರಾಮ ಪಂಚಾಯತ್ ನೌಕರರಿಗೆ ಸೇವಾ ಭದ್ರತೆ ಒದಗಿಸಬೇಕು. ಸ್ಥಳಕ್ಕೆ ಆಗಮಿಸಿ ಮನವಿ ಸ್ವೀಕರಿಸಿದ ಅಧಿಕಾರಿಗಳು ಬೇಡಿಕೆಗಳನ್ನು ಸರ್ಕಾರದ ಗಮನಕ್ಕೆ ತರುವುದಾಗಿ ಭರವಸೆ ನೀಡಿದರು. ಪ್ರತಿಭಟನೆಯಲ್ಲಿ ಜಿಲ್ಲಾಧ್ಯಕ್ಷ ಕೆ.ಬಸವರಾಜ್, ಕಾರ್ಯದರ್ಶಿ ಟಿ.ಎಸ್.ದಿನೇಶ್, ಖಜಾಂಚಿ ಲೋಕೇಶ್ ಕರಿಕಲ್ಲ, ಮುಖಂಡ ಎಂ.ಹೆಚ್.ಪಿ.ಜಗದೀಶ್, ಕರೀಗೌಡ, ಸೋಮೇಶ್, ನಂಜುಂಡ ಸ್ವಾಮಿ, ಕೇತು, ಪುಟ್ಟ ನಾಗರಾಜ್, ರಾಜೇಶ್, ಶಿವಣ್ಣ, ಕಾಳಯ್ಯ, ಪ್ರಕಾಶ್, ಗೀತಾ, ನೀತು, ಮಹೇಶ್ವರಿ ಮುಂತಾದವರು ಭಾಗವಹಿಸಿದ್ದರು. bbox=[14, 802, 226, 980]
logo-right: ಧರ್ಮ bbox=[480, 6, 525, 30]
protest-col-under2: ತುಟ್ಟಿ ಭತ್ಯೆ ತಡೆ ಹಿಡಿದಿರುವ ಕ್ರಮ ನಿರಾಶಾದಾಯಕ. ಇದರಿಂದ ನಿವೃತ್ತರ ಬದುಕು ಸಂಕಷ್ಟಕ್ಕೆ ಸಿಲುಕಿದೆ. ಕೇಂದ್ರ ಸರ್ಕಾರ ಪಿಂಚಣಿದಾರರ ಬೇಡಿಕೆಗಳಿಗೆ ಸ್ಪಂದಿಸಬೇಕು. ಇಲ್ಲದಿದ್ದಲ್ಲಿ ಹೋರಾಟ ತೀವ್ರಗೊಳಿಸಲಾಗುವುದು. ಬಿಎಸ್‌ಎನ್‌ಎಲ್ ಸ್ಥಾಪನೆಯಾದ ವರ್ಷದಿಂದ (2000) ಕ್ಯಾಬಿನೆಟ್ ನಿರ್ಧಾರದಂತೆ ಪಿಂಚಣಿ ನೀಡಬೇಕು. bbox=[376, 660, 508, 716]
left-story-3-headline: ದೀಕ್ಷಿತಾಗೆ ಉನ್ನತ ಶ್ರೇಣಿ bbox=[19, 1295, 221, 1317]
left-story-1 bbox=[14, 58, 226, 635]
society-quote-author: - ಪ್ರೊ.ರೆಹಮತ್ ತರೀಕೆರೆ, ಚಿಂತಕ bbox=[854, 1265, 931, 1273]
health-col-right: ಗುರುತಿಸಿ ಅದಕ್ಕೆ ಸರಿಯಾದ ಚಿಕಿತ್ಸೆ ಪಡೆಯುವುದು ಮುಖ್ಯ ಎಂದರು. ಈ ಸಂದರ್ಭ ಯಕೃತ್ತು ಕಾಯಿಲೆ ಬಗ್ಗೆ ಜನರಲ್ಲಿ ಜಾಗೃತಿ ಮೂಡಿಸಬೇಕು ಎಂದು ಸಲಹೆ ನೀಡಿದರು. ಕಾರ್ಯಕ್ರಮದಲ್ಲಿ ಜೆಎಸ್‌ಎಸ್ ಮೆಡಿಕಲ್ ಕಾಲೇಜಿನ ಪ್ರಾಂಶುಪಾಲ ಡಾ.ಹೆಚ್.ಎಂ.ನಾರಾಯಣಪ್ಪ, ಆಸ್ಪತ್ರೆಯ ವೈದ್ಯಕೀಯ ಅಧೀಕ್ಷಕ ಡಾ.ಶಿವಪ್ರಸಾದ್, ಸ್ಥಾನೀಯ ವೈದ್ಯಾಧಿಕಾರಿ ಡಾ.ಶಾಂತಲಕ್ಷ್ಮಿ, ಗ್ಯಾಸ್ಟ್ರೋಎಂಟರಾಲಜಿ ವಿಭಾಗದ ಡಾ.ಶಿವಕುಮಾರ್, ಜೆಎಸ್‌ಎಸ್ ಆಸ್ಪತ್ರೆಯ ನಿರ್ದೇಶಕ ಮುಖ್ಯಸ್ಥ ಡಾ.ದೀಪಕ್‌ಕುಮಾರ್, ಸರ್ಜಿಕಲ್ ಗ್ಯಾಸ್ಟ್ರೋ ಎಂಟರಾಲಜಿ ವಿಭಾಗದ ಮುಖ್ಯಸ್ಥ ಡಾ.ಮಹೇಶ್‌ಷೆಟ್ಟಿ, ಡಾ.(ಮೇಜರ್) ಅಶ್ವಿನ್, ಹೆಚ್.ವಿ.ಸುನೀಲ್, ಡಾ.ರಶ್ಮಿ, ಡಾ.ಶರಣ್ಯಾ ಎ ಇದ್ದರು. bbox=[546, 928, 694, 1031]
society-quote-icon: ❝ bbox=[738, 1152, 755, 1187]
site-headline-line1: ಸಾಧಕರಿಗೆ ನಿವೇಶನ bbox=[776, 743, 861, 759]
society-photo bbox=[408, 1157, 730, 1337]
left-story-2-photo bbox=[14, 689, 226, 797]
society-quote: ಭಾರತ ಬಹು ಸಂಸ್ಕೃತಿ, ಬಹುಭಾಷಿಯ ದೇಶ. ಆದರೆ, ಈಚಿನ ಭಾರತದಲ್ಲಿ ಒಳಗೊಳ್ಳುವಿಕೆಗಿಂತ ಹೊರಗೊಳ್ಳುವಿಕೆ ಹೆಚ್ಚಾಗುತ್ತಿದೆ. ಹೀಗಾಗಿ ನಾವು ರಾಜ್ಯದ ಆನೇಕ ಹೋರಾಟಗಳಲ್ಲಿ ಈಗಿನ ರಾಜ್ಯಗಳಿಂದ ಬಂದವರು ಹೇಳಿದಂತೆ ಅಂಬೇಡ್ಕರ್ ಒಳಗೊಳ್ಳುವಿಕೆ ತತ್ವ ಅಳವಡಿಸಿಕೊಂಡಿದ್ದ ಕೆಳಗಿನ ಸಂವಿಧಾನ ರಚನೆ ಸಾಧ್ಯವಾಯಿತು. bbox=[757, 1157, 931, 1203]
society-col-right: ಎಲ್ಲಾ ಅಸ್ಪೃಶ್ಯ ನೋವು ಕೊಳ್ಳಿ ಭೂಮಿಯಲ್ಲಿ ಈಗ ಕರೆಯ ಗಿರುವ, ಎಲ್ಲ ಎಲ್ಲರನ್ನೂ ಪ್ರಬುದ್ಧ ದಾಸ್ಯದಿಂದ ಬಿಡುಗಡೆಗೊಳಿಸಬೇಕು. ಕಾರ್ಯಕ್ರಮದಲ್ಲಿ ಮೈಸೂರು ವಿವಿ ಕುಲಸಚಿವ ಪ್ರೊ.ಎಂ.ಕೆ.ಸವಿತಾ ಉದ್ಘಾಟಿಸಿದರು. ಕಲಾ ನಿಕಾಯದ ಡೀನ್ ಪ್ರೊ.ಎಂ.ಎಸ್.ಶೇಖರ್, ಸಮಾಜ ಶಿಕ್ಷಣ ಕೇಂದ್ರ ನಿರ್ದೇಶಕ ಡಾ.ಜೆ.ಸೋಮಶೇಖರ್, ಸಂಶೋಧಕರ ಸಂಘದ ಅಧ್ಯಕ್ಷ ಪುಟ್ಟಸ್ವಾಮಿ, ಲೇಖಕಿ ಟಿ.ಎಸ್. ಅನಿತಾ, ಚಿಂತಕರಾದ ಶಿವರಾಜು, ಪ್ರೊ.ಟಿ.ರಾಮಚಂದ್ರ, ಜ್ಯೋತಿ ಕಡಹಳ್ಳಿ ಇದ್ದರು. bbox=[738, 1295, 931, 1351]
logo-emblem-icon bbox=[462, 15, 474, 27]
lead-quote-role: ಮುಖ್ಯಸ್ಥ, ಜೆಎಸ್‌ಎಸ್ ಕೃಷಿ ವಿಜ್ಞಾನ ಕೇಂದ್ರ bbox=[665, 375, 762, 383]
lead-story bbox=[238, 56, 931, 476]
masthead bbox=[0, 0, 945, 52]
site-headline-line2: ನೀಡಲು ವಿಳಂಬ bbox=[782, 762, 855, 778]
lead-col1: ಮೈಸೂರು: ಕೃತಕ ಬುದ್ಧಿಮತ್ತೆ (ಎಐ) ತಂತ್ರಜ್ಞಾನದ ಪ್ರಭಾವ ಆಹಾರ ತಯಾರಿಕೆ ಮತ್ತು ಆಹಾರ ಸಂಸ್ಕರಣೆ ಕ್ಷೇತ್ರದಲ್ಲೂ ಇನ್ನಷ್ಟು ವಿಸ್ತಾರವಾಗಲಿದೆ ಎಂದು ಕೇಂದ್ರೀಯ ಆಹಾರ ತಂತ್ರಜ್ಞಾನ ಮತ್ತು ಸಂಶೋಧನಾ ಸಂಸ್ಥೆ (ಸಿಎಫ್‌ಟಿಆರ್‌ಐ) ನಿರ್ದೇಶಕ ಡಾ.ಗಿರಿಧರ ಪರ್ವತಂ ಹೇಳಿದರು. ನಗರದ ಜೆಎಸ್‌ಎಸ್ ಫಾರ್ಮಸಿ ಕಾಲೇಜಿನಲ್ಲಿ ಜೆಎಸ್‌ಎಸ್ ಉನ್ನತ ಶಿಕ್ಷಣ ಮತ್ತು ಸಂಶೋಧನಾ ಅಕಾಡೆಮಿ, ಪೌಷ್ಟಿಕಾಂಶ ಮತ್ತು ಆಹಾರ ಪದ್ಧತಿ, ಲೈಫ್ ಸೈನ್ಸ್ ಶಾಲೆ, ಸಿಎಫ್‌ಟಿಆರ್‌ಐ ಸಹಯೋಗದಲ್ಲಿ ಬುಧವಾರ ಆಯೋಜಿಸಿದ್ದ 'ನ್ಯೂಟ್ರಿಮೆಕ್ಸ್' ಕುರಿತ ಎರಡು ದಿನಗಳ ಅಂತಾರಾಷ್ಟ್ರೀಯ ಸಮ್ಮೇಳನ ಉದ್ಘಾಟಿಸಿ ಮಾತನಾಡಿದ ಅವರು, ಆಹಾರ ಉತ್ಪಾದನೆಯ ನಿರ್ವಹಣೆ, ಸಂಶೋಧನೆಯ ಮೇಲುಸ್ತುವಾರಿ ಮತ್ತು ಸುರಕ್ಷತೆಯ ಕಣ್ಗಾವಲು ಇಡಲು ಎಐ ಬಳಕೆಯಾಗುತ್ತಿದೆ. ಹೀಗಾಗಿ ಆಹಾರ ತಂತ್ರಜ್ಞಾನದಲ್ಲಿ ಗುಣಮಟ್ಟ ಕಾಯ್ದುಕೊಳ್ಳುವುದು ಸಾಧ್ಯವಾಗುತ್ತಿದೆ. ಈ ಕ್ಷೇತ್ರದಲ್ಲಿ ಪ್ರಯೋಗ ಮಾಡುವ, ಬೋಧನೆ ಮಾಡುವ ಪ್ರತಿ ಹೆಜ್ಜೆ ಎಲ್ಲವೂ ಪ್ರದ್ಧತಿಯನ್ನು ಕೊಡುತ್ತಿದೆ. ಸಂಶೋಧನೆ ಮಾಡುವ ಎಲ್ಲಾ ವಿಭಾಗಗಳು ಎಐ ತಂತ್ರಜ್ಞಾನವನ್ನು ಬಳಸಿಕೊಳ್ಳಬೇಕು ಎಂದರು. ಕೃತಕ ಬುದ್ಧಿಮತ್ತೆ (ಎಐ)ಯ ಕಾಂತ್ರೀಕರಣ ಮತ್ತು ಮಾನವ ಬುದ್ಧಿಶಕ್ತಿಯೊಂದಿಗೆ ಉಪಯೋಗಿಸಬೇಕು. ಇದರಿಂದ ಆಹಾರ ಉತ್ಪಾದನೆ ವಿಧಾನ, ಸಂಸ್ಕರಣೆ, ಉತ್ಪನ್ನಗಳ ಗುಣಮಟ್ಟ ಪರೀಕ್ಷೆ ಮಾಡಲು ಎಐ ತಂತ್ರಜ್ಞಾನ ಕ್ಷೇತ್ರಕ್ಕೆ ಪ್ರಯೋಜನವಾಗಲಿದೆ. bbox=[238, 140, 400, 308]
left-story-1-headline: ಶೇ.30ರಷ್ಟು ಬೆಲೆ ಏರಿಕೆಗೆ ನಿರ್ಧಾರ bbox=[14, 58, 226, 82]
fee-body: ಮೈಸೂರು: ಗಂಗೋತ್ರಿ ಬಡಾವಣೆಯ ಜ್ಞಾನದೀಪ ಪ್ರಥಮ ದರ್ಜೆ ಕಾಲೇಜಿನಲ್ಲಿ ದ್ವಿತೀಯ ಪಿಯುಸಿ ಪರೀಕ್ಷೆಯಲ್ಲಿ ಶೇ.80ಕ್ಕೂ ಹೆಚ್ಚು ಅಂಕ ಪಡೆದ ಮಕ್ಕಳಿಗೆ ಪ್ರಥಮ ವರ್ಷ ಪದವಿ ಪ್ರವೇಶಕ್ಕೆ ಶುಲ್ಕ ವಿನಾಯಿತಿ ನೀಡಲಾಗುವುದು ಎಂದು ಕಾಲೇಜಿನ ಕಾರ್ಯದರ್ಶಿ ಎಂ.ಬಿ.ರಾಜು ತಿಳಿಸಿದ್ದಾರೆ. ಪತ್ರಕರ್ತರ ಭವನದಲ್ಲಿ ಸುದ್ದಿಗೋಷ್ಠಿಯಲ್ಲಿ ಮಾತನಾಡಿದ ಅವರು, ಅಧ್ಯಾಪಕ ಎಜುಕೇಷನ್ ಟ್ರಸ್ಟ್ ಅಡಿಯಲ್ಲಿ ಈ ಯೋಜನೆ ಹಮ್ಮಿಕೊಳ್ಳಲಾಗಿದೆ. ಬಿ.ಎ, ಬಿ.ಕಾಂ, ಬಿಬಿಎ, ಬಿಸಿಎ ಕೋರ್ಸ್‌ಗಳಿಗೆ ಈ ಸೌಲಭ್ಯ ಅನ್ವಯವಾಗುತ್ತದೆ. ಗ್ರಾಮೀಣ ಭಾಗದ ಬಡ ಕುಟುಂಬಗಳ ಮಕ್ಕಳಿಗೆ ಆದ್ಯತೆ ನೀಡಲಾಗುವುದು. ಆಸಕ್ತರು ಮೊ.ಸಂ. 9740500533 ನ್ನು ಸಂಪರ್ಕಿಸಬಹುದು ಎಂದರು. ಸುದ್ದಿಗೋಷ್ಠಿಯಲ್ಲಿ ಪಿಯು ವಿಭಾಗದ ಪ್ರಾಂಶುಪಾಲ ಪ್ರವೀಣ್, ಅಧ್ಯಾಪನ ಸಂಸ್ಥೆಯ ಸಂಚಾಲಕ ಸಂತೋಷ್ ಇದ್ದರು. bbox=[711, 535, 926, 609]
advertisement bbox=[706, 1026, 931, 1072]
left-story-2-headline-line2: ಒತ್ತಾಯಿಸಿ ಪ್ರತಿಭಟನೆ bbox=[72, 667, 168, 683]
health-story bbox=[238, 760, 694, 1090]
fee-headline-line1: ಹೆಚ್ಚು ಅಂಕ ಪಡೆದವರಿಗೆ bbox=[767, 492, 870, 507]
